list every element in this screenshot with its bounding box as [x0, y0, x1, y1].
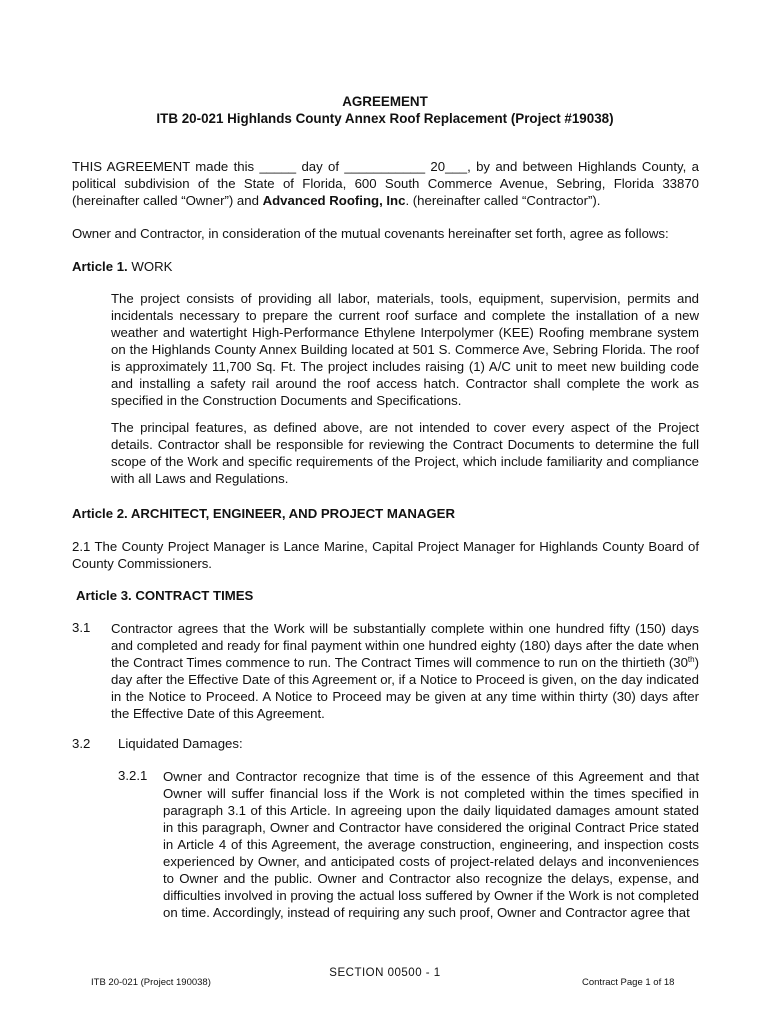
intro-paragraph — [72, 158, 699, 209]
page-subtitle: ITB 20-021 Highlands County Annex Roof Replacement (Project #19038) — [156, 111, 614, 126]
section-3-2-1-paragraph: Owner and Contractor recognize that time is of the essence of this Agreement and that Owner will suffer financial loss if the Work is not completed within the times specified in paragraph 3.1 of this Article. In agreeing upon the daily liquidated damages amount stated in this paragraph, Owner and Contractor have considered the original Contract Price stated in Article 4 of this Agreement, the average construction, engineering, and inspection costs experienced by Owner, and anticipated costs of project-related delays and inconveniences to Owner and the public. Owner and Contractor also recognize the delays, expense, and difficulties involved in proving the actual loss suffered by Owner if the Work is not completed on time. Accordingly, instead of requiring any such proof, Owner and Contractor agree that — [163, 769, 699, 920]
footer-left: ITB 20-021 (Project 190038) — [91, 977, 211, 988]
section-3-2-number: 3.2 — [72, 736, 91, 751]
ordinal-superscript: th — [687, 655, 695, 664]
contractor-name: Advanced Roofing, Inc — [262, 193, 406, 208]
section-3-1-text-b: ) day after the Effective Date of this Agreement or, if a Notice to Proceed is given, on the day indicated in the Notice to Proceed. A Notice to Proceed may be given at any time within thirty (30) days after the Effective Date of this Agreement. — [111, 655, 699, 721]
article-1-heading — [72, 259, 172, 274]
section-3-2-1-number: 3.2.1 — [118, 768, 148, 783]
page-title: AGREEMENT — [342, 94, 428, 109]
article-1-paragraph-2: The principal features, as defined above, are not intended to cover every aspect of the Project details. Contractor shall be responsible for reviewing the Contract Documents to determine the full scope of the Work and specific requirements of the Project, which include familiarity and compliance with all Laws and Regulations. — [111, 420, 699, 486]
footer-center: SECTION 00500 - 1 — [329, 967, 441, 979]
section-3-1-text-a: Contractor agrees that the Work will be substantially complete within one hundred fifty (150) days and completed and ready for final payment within one hundred eighty (180) days after the date when the Contract Times commence to run. The Contract Times will commence to run on the thirtieth (30 — [111, 621, 699, 670]
article-3-heading: Article 3. CONTRACT TIMES — [76, 588, 254, 603]
intro-text-1: THIS AGREEMENT made this _____ day of ___________ 20___, by and between Highlands County, a political subdivision of the State of Florida, 600 South Commerce Avenue, Sebring, Florida 33870 (hereinafter called “Owner”) and — [72, 159, 699, 208]
article-1-label: Article 1. — [72, 259, 128, 274]
article-1-paragraph-1: The project consists of providing all labor, materials, tools, equipment, supervision, permits and incidentals necessary to prepare the current roof surface and complete the installation of a new weather and watertight High-Performance Ethylene Interpolymer (KEE) Roofing membrane system on the Highlands County Annex Building located at 501 S. Commerce Ave, Sebring Florida. The roof is approximately 11,700 Sq. Ft. The project includes raising (1) A/C unit to meet new building code and installing a safety rail around the roof access hatch. Contractor shall complete the work as specified in the Construction Documents and Specifications. — [111, 291, 699, 408]
intro-text-2: . (hereinafter called “Contractor”). — [405, 193, 601, 208]
article-2-paragraph: 2.1 The County Project Manager is Lance Marine, Capital Project Manager for Highlands County Board of County Commissioners. — [72, 539, 699, 571]
section-3-1-number: 3.1 — [72, 620, 91, 635]
article-2-heading: Article 2. ARCHITECT, ENGINEER, AND PROJECT MANAGER — [72, 506, 455, 521]
article-1-title: WORK — [127, 259, 173, 274]
section-3-2-title: Liquidated Damages: — [118, 736, 243, 751]
footer-right: Contract Page 1 of 18 — [582, 977, 675, 988]
section-3-1-paragraph — [111, 620, 699, 722]
covenant-paragraph: Owner and Contractor, in consideration of the mutual covenants hereinafter set forth, agree as follows: — [72, 226, 669, 241]
